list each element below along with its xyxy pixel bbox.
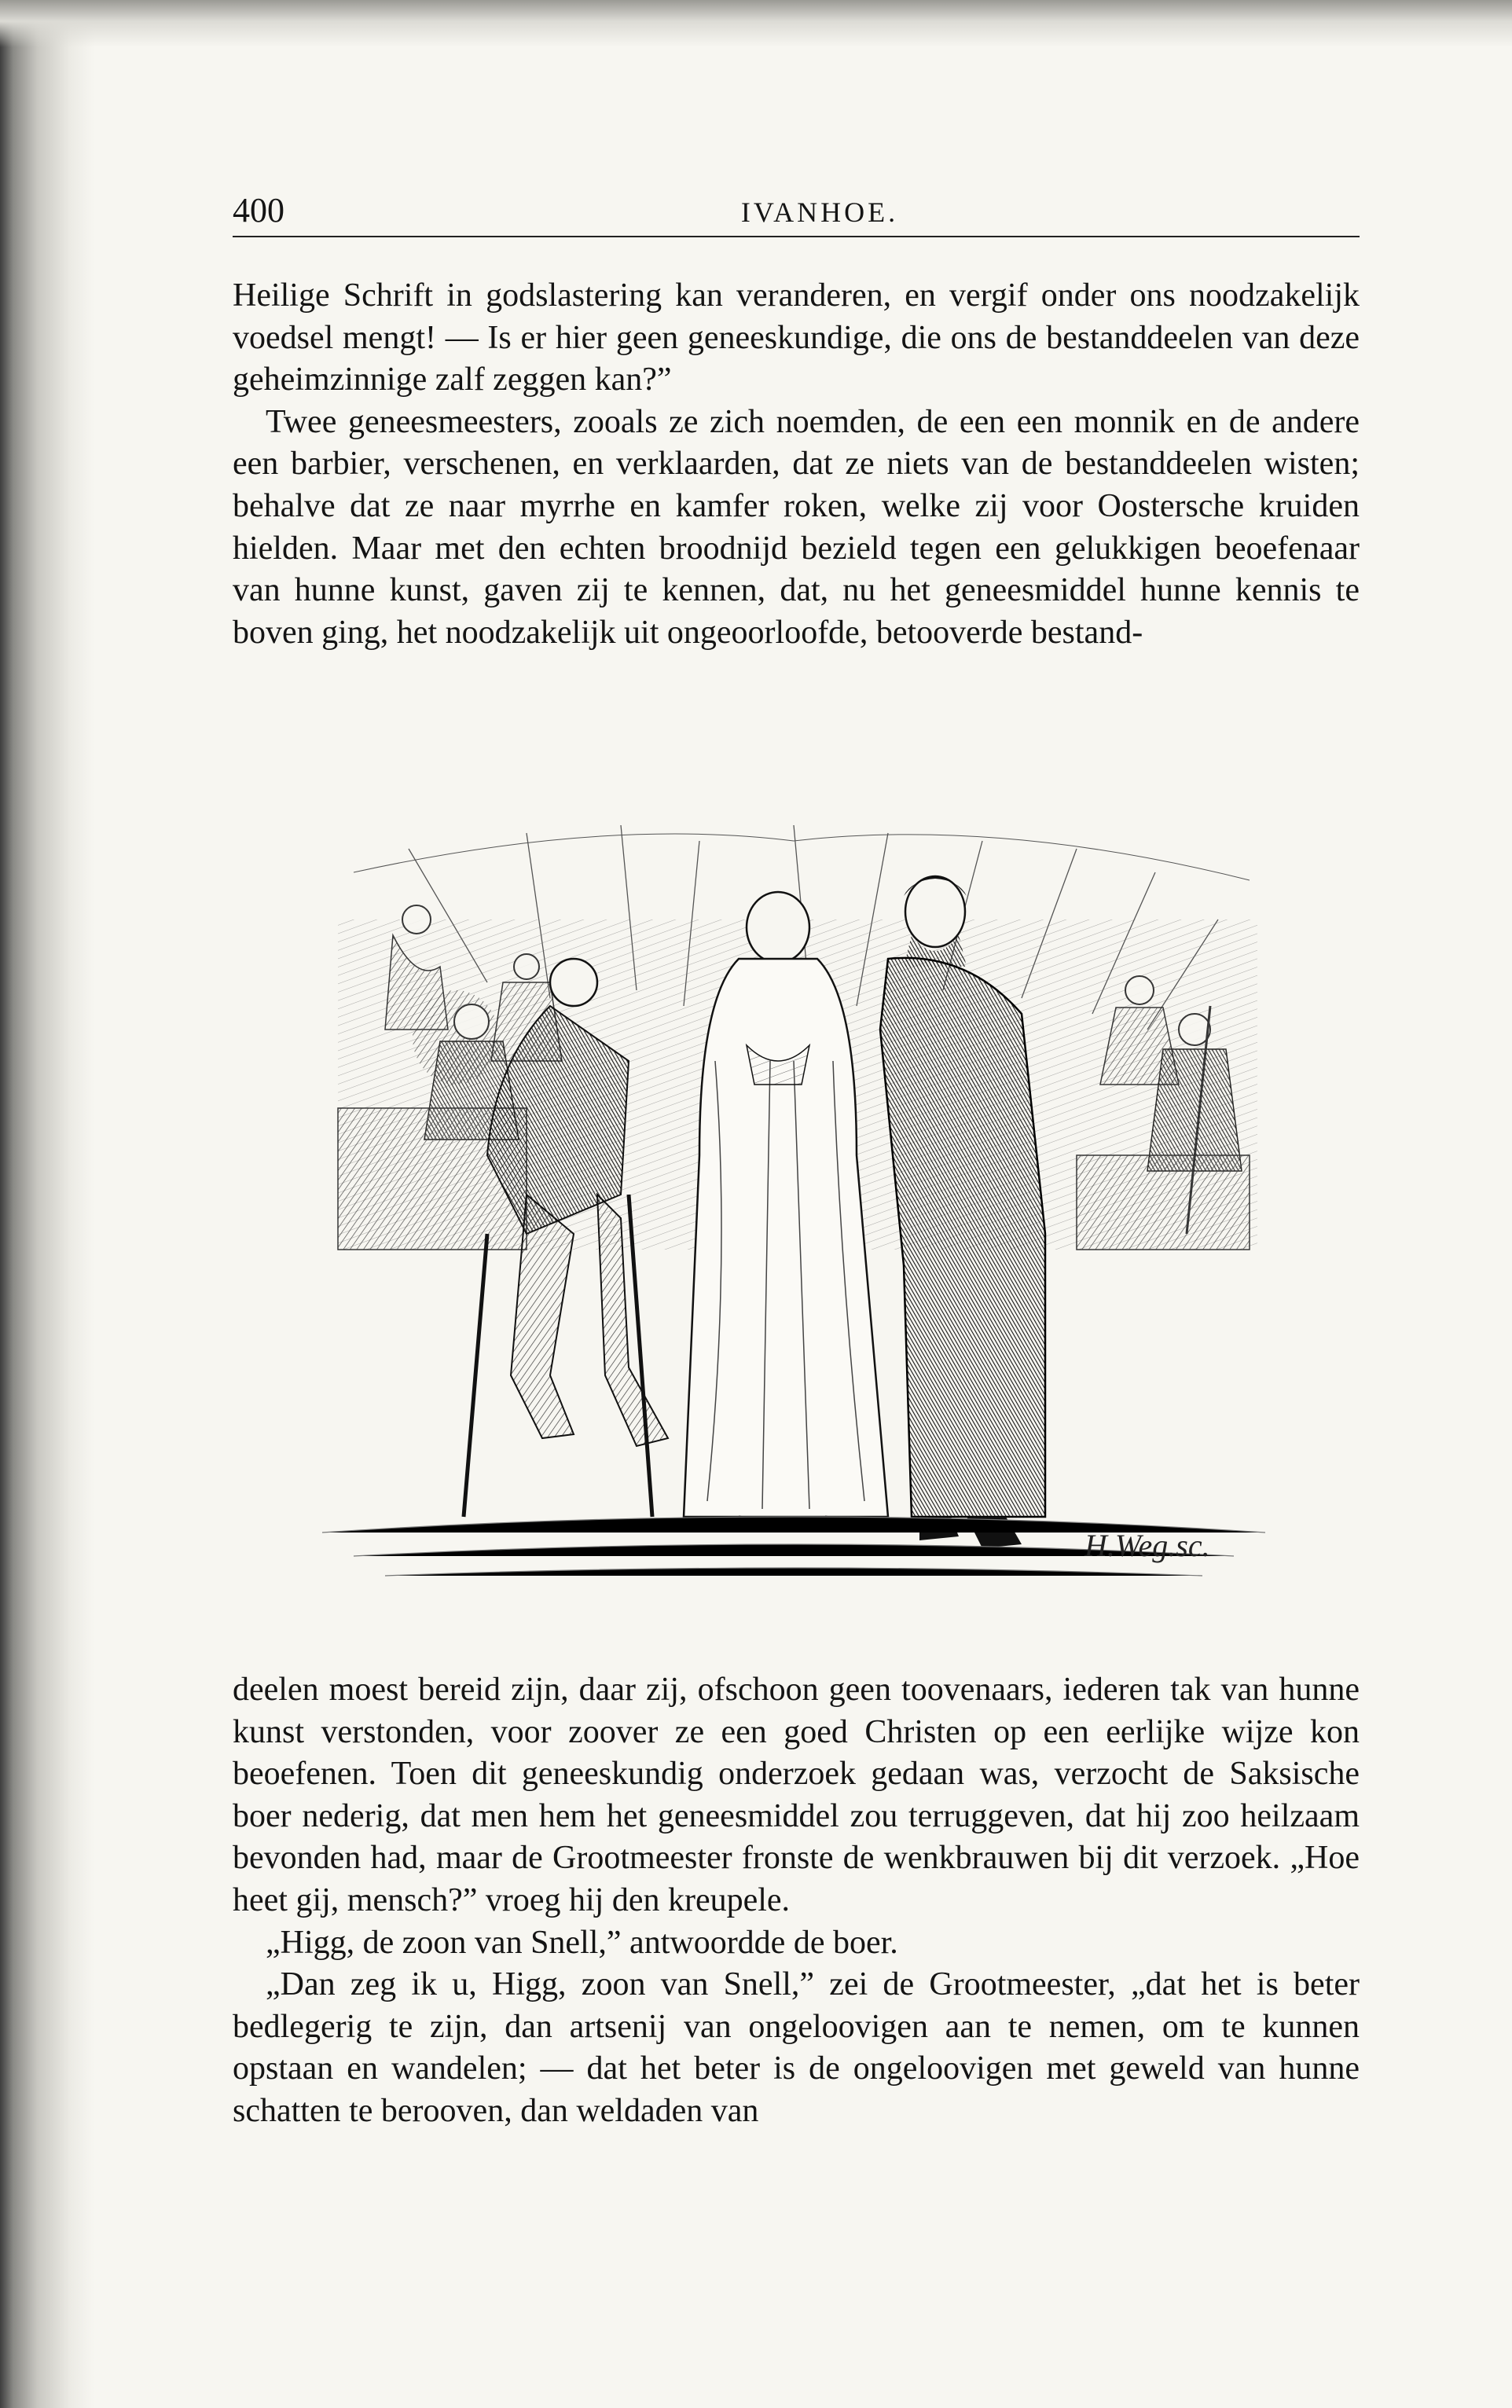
page-header [233,189,1360,237]
engraving-drawing [291,825,1305,1580]
engraver-signature: H.Weg.sc. [1084,1528,1210,1563]
paragraph: deelen moest bereid zijn, daar zij, ofschoon geen toovenaars, iederen tak van hunne kunst verstonden, voor zoover ze een goed Christen op een eerlijke wijze kon beoefenen. Toen dit geneeskundig onderzoek gedaan was, verzocht de Saksische boer nederig, dat men hem het geneesmiddel zou terruggeven, dat hij zoo heilzaam bevonden had, maar de Grootmeester fronste de wenkbrauwen bij dit verzoek. „Hoe heet gij, mensch?” vroeg hij den kreupele. [233,1672,1360,1918]
text-block-bottom [233,1669,1360,2133]
paragraph: „Higg, de zoon van Snell,” antwoordde de boer. [266,1924,898,1961]
running-title: IVANHOE. [740,196,899,228]
page-edge-shadow [0,0,94,2408]
text-block-top [233,275,1360,654]
paragraph: Heilige Schrift in godslastering kan veranderen, en vergif onder ons noodzakelijk voedsel mengt! — Is er hier geen geneeskundige, die ons de bestanddeelen van deze geheimzinnige zalf zeggen kan?” [233,277,1360,398]
page-number: 400 [233,191,284,229]
engraving-illustration [291,825,1305,1580]
paragraph: Twee geneesmeesters, zooals ze zich noemden, de een een monnik en de andere een barbier, verschenen, en verklaarden, dat ze niets van de bestanddeelen wisten; behalve dat ze naar myrrhe en kamfer roken, welke zij voor Oostersche kruiden hielden. Maar met den echten broodnijd bezield tegen een gelukkigen beoefenaar van hunne kunst, gaven zij te kennen, dat, nu het geneesmiddel hunne kennis te boven ging, het noodzakelijk uit ongeoorloofde, betooverde bestand- [233,403,1360,651]
page-top-shadow [0,0,1512,47]
paragraph: „Dan zeg ik u, Higg, zoon van Snell,” zei de Grootmeester, „dat het is beter bedlegerig te zijn, dan artsenij van ongeloovigen aan te nemen, om te kunnen opstaan en wandelen; — dat het beter is de ongeloovigen met geweld van hunne schatten te berooven, dan weldaden van [233,1966,1360,2129]
